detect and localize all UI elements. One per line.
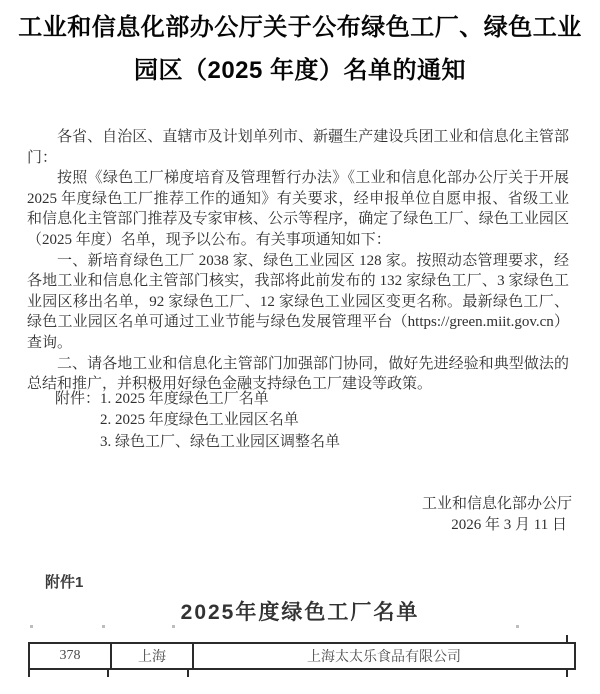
cell-company-name: 上海太太乐食品有限公司 <box>193 643 575 669</box>
table-border-artifact <box>566 635 568 642</box>
table-row <box>29 643 575 669</box>
attachment-item-2: 2. 2025 年度绿色工业园区名单 <box>100 412 299 429</box>
attachments-list <box>55 389 340 453</box>
paragraph-item-two: 二、请各地工业和信息化主管部门加强部门协同，做好先进经验和典型做法的总结和推广，并积极用好绿色金融支持绿色工厂建设等政策。 <box>27 355 569 393</box>
green-factory-table <box>28 642 576 670</box>
appendix-label: 附件1 <box>45 574 84 591</box>
signature-block <box>422 494 572 536</box>
scan-artifact-speck <box>30 625 33 628</box>
notice-title-line2: 园区（2025 年度）名单的通知 <box>133 57 467 84</box>
table-border-artifact <box>566 670 568 677</box>
attachment-items <box>100 389 340 453</box>
cell-region: 上海 <box>111 643 193 669</box>
attachment-item-1: 1. 2025 年度绿色工厂名单 <box>100 391 269 407</box>
scan-artifact-speck <box>516 625 519 628</box>
paragraph-basis: 按照《绿色工厂梯度培育及管理暂行办法》《工业和信息化部办公厅关于开展 2025 年度绿色工厂推荐工作的通知》有关要求，经申报单位自愿申报、省级工业和信息化主管部门推荐及专家审核、公示等程序，确定了绿色工厂、绿色工业园区（2025 年度）名单，现予以公布。有关事项通知如下： <box>27 170 569 248</box>
signature-date: 2026 年 3 月 11 日 <box>451 517 567 533</box>
notice-body <box>27 127 569 395</box>
table-border-artifact <box>107 670 109 677</box>
notice-title-line1: 工业和信息化部办公厅关于公布绿色工厂、绿色工业 <box>18 14 582 41</box>
attachments-label: 附件： <box>55 391 101 407</box>
attachment-item-3: 3. 绿色工厂、绿色工业园区调整名单 <box>100 433 341 450</box>
scan-artifact-speck <box>172 625 175 628</box>
paragraph-item-one: 一、新培育绿色工厂 2038 家、绿色工业园区 128 家。按照动态管理要求，经各地工业和信息化主管部门核实，我部将此前发布的 132 家绿色工厂、3 家绿色工业园区移出名单，92 家绿色工厂、12 家绿色工业园区变更名称。最新绿色工厂、绿色工业园区名单可通过工业节能与绿色发展管理平台（https://green.miit.gov.cn）查询。 <box>27 252 569 351</box>
notice-title <box>0 6 600 92</box>
signature-org: 工业和信息化部办公厅 <box>421 496 572 512</box>
table-border-artifact <box>187 670 189 677</box>
scan-artifact-speck <box>102 625 105 628</box>
table-border-artifact <box>28 670 30 677</box>
cell-serial-number: 378 <box>29 643 111 669</box>
salutation-line: 各省、自治区、直辖市及计划单列市、新疆生产建设兵团工业和信息化主管部门： <box>27 129 569 166</box>
appendix-heading: 2025年度绿色工厂名单 <box>180 601 420 624</box>
